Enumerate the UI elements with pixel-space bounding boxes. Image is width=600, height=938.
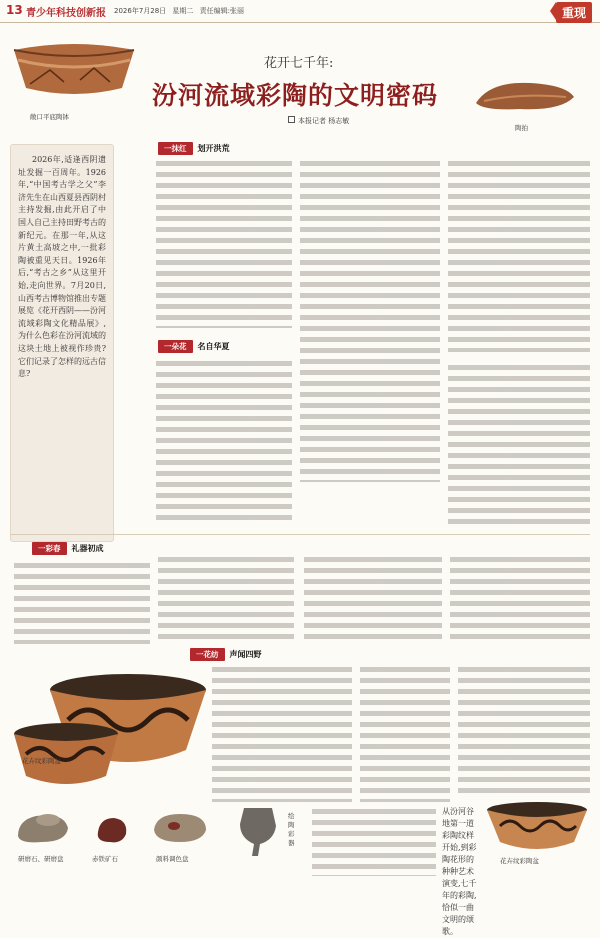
- section-tag: 一抹红: [158, 142, 193, 155]
- body-text-block: [300, 158, 440, 482]
- caption-tools-1: 研磨石、研磨盘: [18, 855, 64, 863]
- body-text-block: [450, 554, 590, 644]
- caption-tools-4: 绘陶彩器: [288, 812, 295, 847]
- palette-image: [150, 806, 210, 846]
- caption-tools-2: 赤铁矿石: [92, 855, 118, 863]
- body-text-block: [156, 358, 292, 526]
- body-text-block: [14, 560, 150, 644]
- paper-name: 青少年科技创新报: [26, 8, 106, 19]
- body-text-block: [458, 664, 590, 796]
- pottery-tool-image: [228, 800, 288, 860]
- page-number: 13: [6, 3, 23, 17]
- section-title: 礼器初成: [71, 544, 104, 553]
- body-text-block: [212, 664, 352, 802]
- flower-bowl-image: [484, 800, 590, 852]
- caption-bowl-right: 花卉纹彩陶盆: [500, 857, 539, 865]
- body-text-block: [158, 554, 294, 644]
- article-title: 汾河流域彩陶的文明密码: [152, 81, 439, 110]
- sherd-image: [470, 75, 580, 115]
- body-text-block: [156, 158, 292, 328]
- section-title: 划开洪荒: [197, 144, 230, 153]
- section-heading-3: [32, 542, 104, 555]
- byline-box-icon: [288, 116, 295, 123]
- article-ending: 从汾河谷地第一道彩陶纹样开始,到彩陶花形的种种艺术演变,七千年的彩陶,恰似一曲文明的颂歌。: [442, 807, 477, 936]
- body-text-block: [448, 158, 590, 352]
- section-heading-1: [158, 142, 230, 155]
- body-text-block: [448, 362, 590, 528]
- caption-bowl-left: 花卉纹彩陶盆: [22, 757, 61, 765]
- article-kicker: 花开七千年:: [264, 56, 334, 71]
- caption-tools-3: 颜料调色盘: [156, 855, 189, 863]
- column-tag: 重现: [556, 2, 592, 23]
- section-tag: 一花纺: [190, 648, 225, 661]
- section-title: 名自华夏: [197, 342, 230, 351]
- body-text-block: [312, 806, 436, 876]
- sidebar-text: 2026年,适逢西阴遗址发掘一百周年。1926年,“中国考古学之父”李济先生在山西夏县西阴村主持发掘,由此开启了中国人自己主持田野考古的新纪元。在那一年,从这片黄土高坡之中,一批彩陶被重见天日。1926年后,“考古之乡”从这里开始,走向世界。7月20日,山西考古博物馆推出专题展览《花开西阴——汾河流域彩陶文化精品展》,为什么色彩在汾河流域的这块土地上被视作珍贵?它们记录了怎样的远古信息?: [18, 155, 106, 379]
- hematite-image: [92, 812, 132, 846]
- date-line: 2026年7月28日 星期二 责任编辑:张丽: [114, 7, 244, 15]
- body-text-block: [360, 664, 450, 802]
- caption-pot: 敞口平底陶钵: [30, 113, 69, 121]
- pot-image: [10, 40, 138, 100]
- body-text-block: [304, 554, 442, 644]
- section-tag: 一朵花: [158, 340, 193, 353]
- section-tag: 一彩春: [32, 542, 67, 555]
- byline: [288, 116, 349, 126]
- section-heading-2: [158, 340, 230, 353]
- painted-bowls-image: [8, 650, 208, 800]
- grinding-stone-image: [14, 806, 72, 846]
- section-title: 声闻四野: [229, 650, 262, 659]
- caption-sherd: 陶拍: [515, 124, 528, 132]
- divider: [10, 534, 590, 535]
- byline-text: 本报记者 杨志敏: [298, 117, 350, 125]
